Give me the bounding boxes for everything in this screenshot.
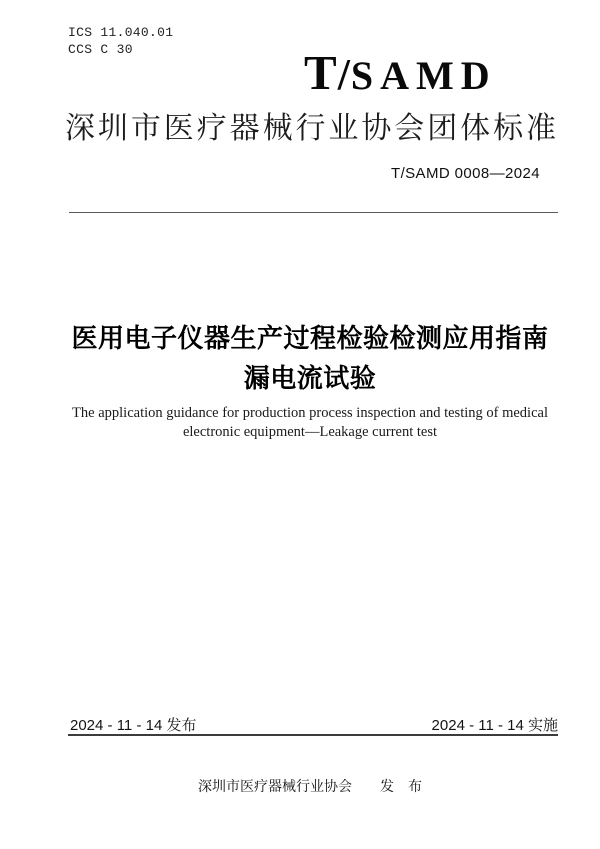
title-english-line1: The application guidance for production process inspection and testing of medical: [72, 405, 548, 421]
implementation-date: 2024 - 11 - 14 实施: [431, 717, 558, 734]
ccs-code: CCS C 30: [68, 42, 133, 57]
date-row: [70, 714, 558, 735]
top-rule-divider: [69, 212, 558, 213]
title-chinese-line1: 医用电子仪器生产过程检验检测应用指南: [71, 323, 549, 353]
association-standard-banner-text: 深圳市医疗器械行业协会团体标准: [65, 112, 556, 145]
logo-letter-t: T: [304, 45, 337, 100]
standard-number: T/SAMD 0008—2024: [391, 165, 540, 182]
association-standard-banner: [65, 111, 556, 147]
samd-logo: [304, 45, 497, 110]
title-english: [50, 404, 570, 442]
logo-samd-text: SAMD: [350, 53, 497, 98]
issue-date: 2024 - 11 - 14 发布: [70, 717, 197, 734]
bottom-rule-divider: [68, 734, 558, 736]
publisher-line: 深圳市医疗器械行业协会 发 布: [198, 778, 422, 794]
title-chinese-line2: 漏电流试验: [243, 363, 377, 393]
ics-code: ICS 11.040.01: [68, 25, 174, 40]
logo-slash: /: [337, 50, 350, 99]
title-english-line2: electronic equipment—Leakage current test: [182, 424, 438, 440]
title-chinese: [64, 318, 556, 398]
